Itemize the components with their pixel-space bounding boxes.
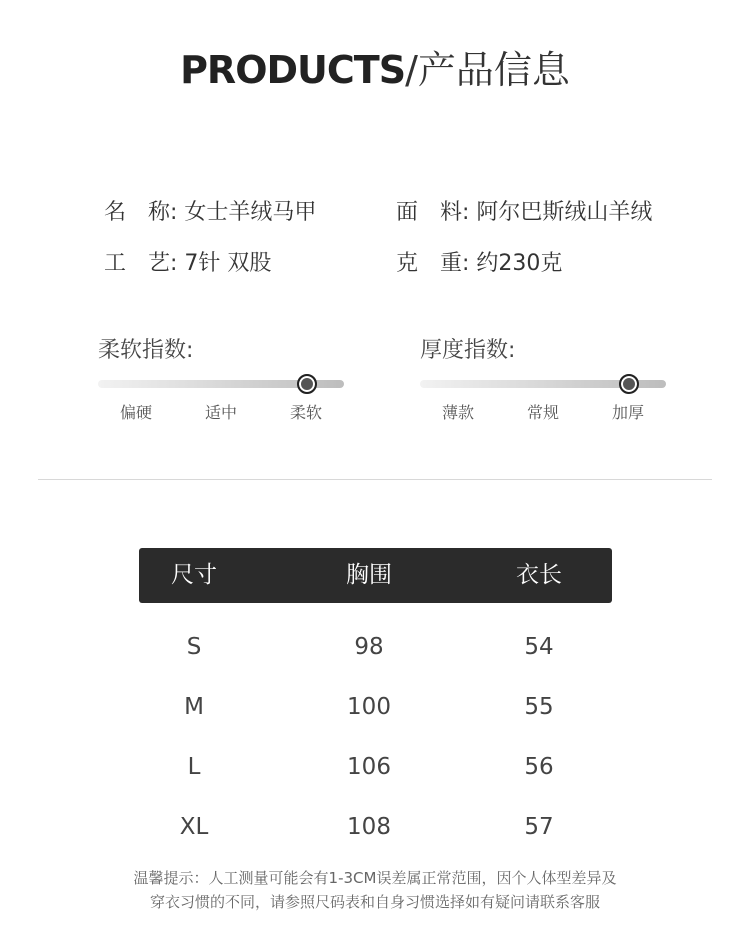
header-chest: 胸围 [346,562,392,588]
title-separator: / [405,48,418,92]
cell-size: XL [179,814,209,840]
cell-chest: 106 [347,754,391,780]
info-fabric [396,198,652,228]
info-fabric-value: 阿尔巴斯绒山羊绒 [476,200,653,225]
header-length: 衣长 [516,562,562,588]
softness-slider-track [98,380,344,388]
cell-chest: 98 [354,634,384,660]
info-fabric-label: 面 料: [396,200,470,225]
softness-slider-knob [297,374,317,394]
cell-size: S [186,634,202,660]
table-row [139,687,612,727]
thickness-label-thick: 加厚 [611,403,644,422]
thickness-slider-track [420,380,666,388]
thickness-label-regular: 常规 [526,403,559,422]
info-craft-value: 7针 双股 [184,251,272,276]
header-size: 尺寸 [171,562,217,588]
note-line-1: 温馨提示：人工测量可能会有1-3CM误差属正常范围，因个人体型差异及 [133,869,617,887]
info-name-label: 名 称: [104,200,178,225]
title-zh: 产品信息 [417,48,570,92]
size-table-header [139,548,612,603]
cell-length: 55 [524,694,554,720]
title-en: PRODUCTS [180,48,406,92]
page-title [0,42,750,98]
softness-title: 柔软指数: [98,338,194,363]
info-weight-label: 克 重: [396,251,470,276]
section-divider [38,479,712,480]
softness-label-soft: 柔软 [289,403,322,422]
thickness-title: 厚度指数: [420,338,516,363]
info-craft [104,249,271,279]
thickness-slider-knob [619,374,639,394]
info-name [104,198,316,228]
softness-label-hard: 偏硬 [119,403,152,422]
table-row [139,747,612,787]
softness-label-medium: 适中 [204,403,237,422]
cell-length: 56 [524,754,554,780]
note-line-2: 穿衣习惯的不同，请参照尺码表和自身习惯选择如有疑问请联系客服 [149,893,600,911]
info-name-value: 女士羊绒马甲 [184,200,317,225]
cell-size: L [187,754,201,780]
thickness-label-thin: 薄款 [441,403,474,422]
cell-length: 54 [524,634,554,660]
info-craft-label: 工 艺: [104,251,178,276]
cell-length: 57 [524,814,554,840]
info-weight [396,249,562,279]
info-weight-value: 约230克 [476,251,563,276]
cell-chest: 108 [347,814,391,840]
cell-size: M [184,694,204,720]
cell-chest: 100 [347,694,391,720]
table-row [139,807,612,847]
table-row [139,627,612,667]
